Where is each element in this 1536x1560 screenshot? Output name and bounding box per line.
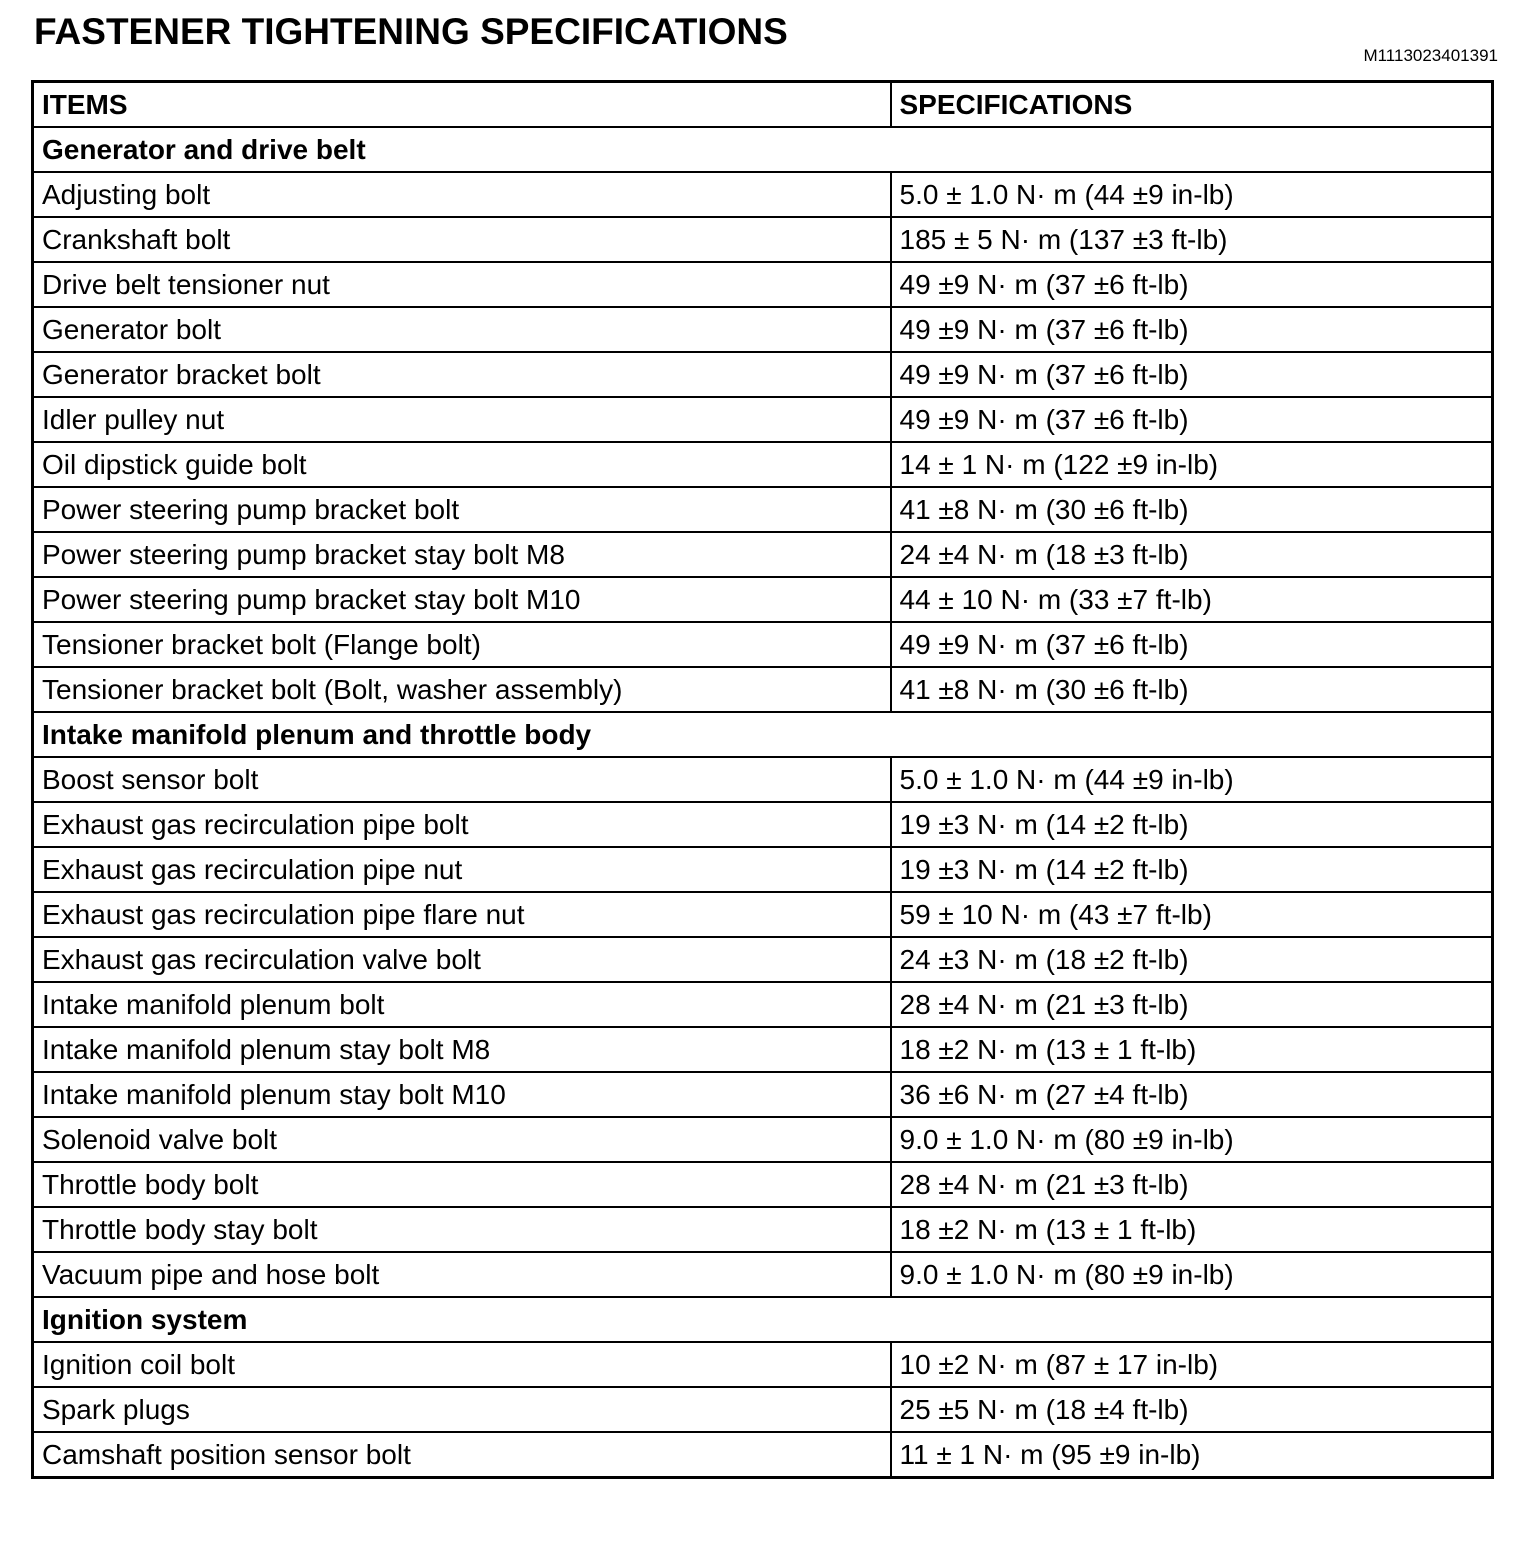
specification-cell: 41 ±8 N· m (30 ±6 ft-lb) — [891, 487, 1493, 532]
specification-cell: 185 ± 5 N· m (137 ±3 ft-lb) — [891, 217, 1493, 262]
section-title: Intake manifold plenum and throttle body — [33, 712, 1493, 757]
table-row — [33, 1252, 1493, 1297]
specification-cell: 24 ±3 N· m (18 ±2 ft-lb) — [891, 937, 1493, 982]
specification-cell: 28 ±4 N· m (21 ±3 ft-lb) — [891, 982, 1493, 1027]
item-cell: Crankshaft bolt — [33, 217, 891, 262]
item-cell: Intake manifold plenum bolt — [33, 982, 891, 1027]
table-row — [33, 667, 1493, 712]
page-title: FASTENER TIGHTENING SPECIFICATIONS — [34, 11, 788, 52]
specification-cell: 41 ±8 N· m (30 ±6 ft-lb) — [891, 667, 1493, 712]
specification-cell: 49 ±9 N· m (37 ±6 ft-lb) — [891, 307, 1493, 352]
section-title: Generator and drive belt — [33, 127, 1493, 172]
specification-cell: 18 ±2 N· m (13 ± 1 ft-lb) — [891, 1027, 1493, 1072]
specification-cell: 14 ± 1 N· m (122 ±9 in-lb) — [891, 442, 1493, 487]
table-body — [33, 127, 1493, 1478]
table-row — [33, 442, 1493, 487]
item-cell: Power steering pump bracket stay bolt M10 — [33, 577, 891, 622]
item-cell: Solenoid valve bolt — [33, 1117, 891, 1162]
specification-cell: 36 ±6 N· m (27 ±4 ft-lb) — [891, 1072, 1493, 1117]
specification-cell: 49 ±9 N· m (37 ±6 ft-lb) — [891, 352, 1493, 397]
item-cell: Generator bracket bolt — [33, 352, 891, 397]
specification-cell: 5.0 ± 1.0 N· m (44 ±9 in-lb) — [891, 172, 1493, 217]
table-row — [33, 487, 1493, 532]
table-row — [33, 1387, 1493, 1432]
table-row — [33, 982, 1493, 1027]
table-row — [33, 622, 1493, 667]
item-cell: Tensioner bracket bolt (Flange bolt) — [33, 622, 891, 667]
specification-cell: 5.0 ± 1.0 N· m (44 ±9 in-lb) — [891, 757, 1493, 802]
specification-cell: 49 ±9 N· m (37 ±6 ft-lb) — [891, 397, 1493, 442]
item-cell: Idler pulley nut — [33, 397, 891, 442]
specification-cell: 19 ±3 N· m (14 ±2 ft-lb) — [891, 802, 1493, 847]
item-cell: Exhaust gas recirculation pipe nut — [33, 847, 891, 892]
specification-cell: 18 ±2 N· m (13 ± 1 ft-lb) — [891, 1207, 1493, 1252]
specification-cell: 25 ±5 N· m (18 ±4 ft-lb) — [891, 1387, 1493, 1432]
column-header-specifications: SPECIFICATIONS — [891, 82, 1493, 128]
item-cell: Intake manifold plenum stay bolt M8 — [33, 1027, 891, 1072]
item-cell: Exhaust gas recirculation pipe flare nut — [33, 892, 891, 937]
specification-cell: 9.0 ± 1.0 N· m (80 ±9 in-lb) — [891, 1252, 1493, 1297]
specification-cell: 59 ± 10 N· m (43 ±7 ft-lb) — [891, 892, 1493, 937]
table-row — [33, 1207, 1493, 1252]
column-header-items: ITEMS — [33, 82, 891, 128]
item-cell: Throttle body stay bolt — [33, 1207, 891, 1252]
section-row — [33, 127, 1493, 172]
specification-cell: 10 ±2 N· m (87 ± 17 in-lb) — [891, 1342, 1493, 1387]
table-row — [33, 307, 1493, 352]
item-cell: Drive belt tensioner nut — [33, 262, 891, 307]
item-cell: Vacuum pipe and hose bolt — [33, 1252, 891, 1297]
specification-cell: 19 ±3 N· m (14 ±2 ft-lb) — [891, 847, 1493, 892]
table-row — [33, 352, 1493, 397]
item-cell: Intake manifold plenum stay bolt M10 — [33, 1072, 891, 1117]
table-row — [33, 1027, 1493, 1072]
table-row — [33, 1117, 1493, 1162]
table-row — [33, 802, 1493, 847]
table-row — [33, 892, 1493, 937]
table-row — [33, 847, 1493, 892]
table-row — [33, 577, 1493, 622]
table-row — [33, 397, 1493, 442]
item-cell: Boost sensor bolt — [33, 757, 891, 802]
table-row — [33, 172, 1493, 217]
specification-cell: 9.0 ± 1.0 N· m (80 ±9 in-lb) — [891, 1117, 1493, 1162]
item-cell: Throttle body bolt — [33, 1162, 891, 1207]
item-cell: Power steering pump bracket stay bolt M8 — [33, 532, 891, 577]
specification-cell: 11 ± 1 N· m (95 ±9 in-lb) — [891, 1432, 1493, 1478]
table-row — [33, 1162, 1493, 1207]
item-cell: Adjusting bolt — [33, 172, 891, 217]
item-cell: Camshaft position sensor bolt — [33, 1432, 891, 1478]
table-row — [33, 1072, 1493, 1117]
table-row — [33, 1342, 1493, 1387]
table-row — [33, 532, 1493, 577]
table-row — [33, 217, 1493, 262]
document-code: M1113023401391 — [1363, 46, 1498, 65]
table-row — [33, 937, 1493, 982]
fastener-spec-table — [31, 80, 1494, 1479]
item-cell: Oil dipstick guide bolt — [33, 442, 891, 487]
item-cell: Exhaust gas recirculation pipe bolt — [33, 802, 891, 847]
item-cell: Power steering pump bracket bolt — [33, 487, 891, 532]
item-cell: Spark plugs — [33, 1387, 891, 1432]
section-row — [33, 1297, 1493, 1342]
section-row — [33, 712, 1493, 757]
item-cell: Exhaust gas recirculation valve bolt — [33, 937, 891, 982]
item-cell: Generator bolt — [33, 307, 891, 352]
specification-cell: 49 ±9 N· m (37 ±6 ft-lb) — [891, 622, 1493, 667]
specification-cell: 28 ±4 N· m (21 ±3 ft-lb) — [891, 1162, 1493, 1207]
table-row — [33, 262, 1493, 307]
specification-cell: 44 ± 10 N· m (33 ±7 ft-lb) — [891, 577, 1493, 622]
table-row — [33, 1432, 1493, 1478]
section-title: Ignition system — [33, 1297, 1493, 1342]
item-cell: Tensioner bracket bolt (Bolt, washer assembly) — [33, 667, 891, 712]
specification-cell: 24 ±4 N· m (18 ±3 ft-lb) — [891, 532, 1493, 577]
table-row — [33, 757, 1493, 802]
table-header-row — [33, 82, 1493, 128]
item-cell: Ignition coil bolt — [33, 1342, 891, 1387]
specification-cell: 49 ±9 N· m (37 ±6 ft-lb) — [891, 262, 1493, 307]
